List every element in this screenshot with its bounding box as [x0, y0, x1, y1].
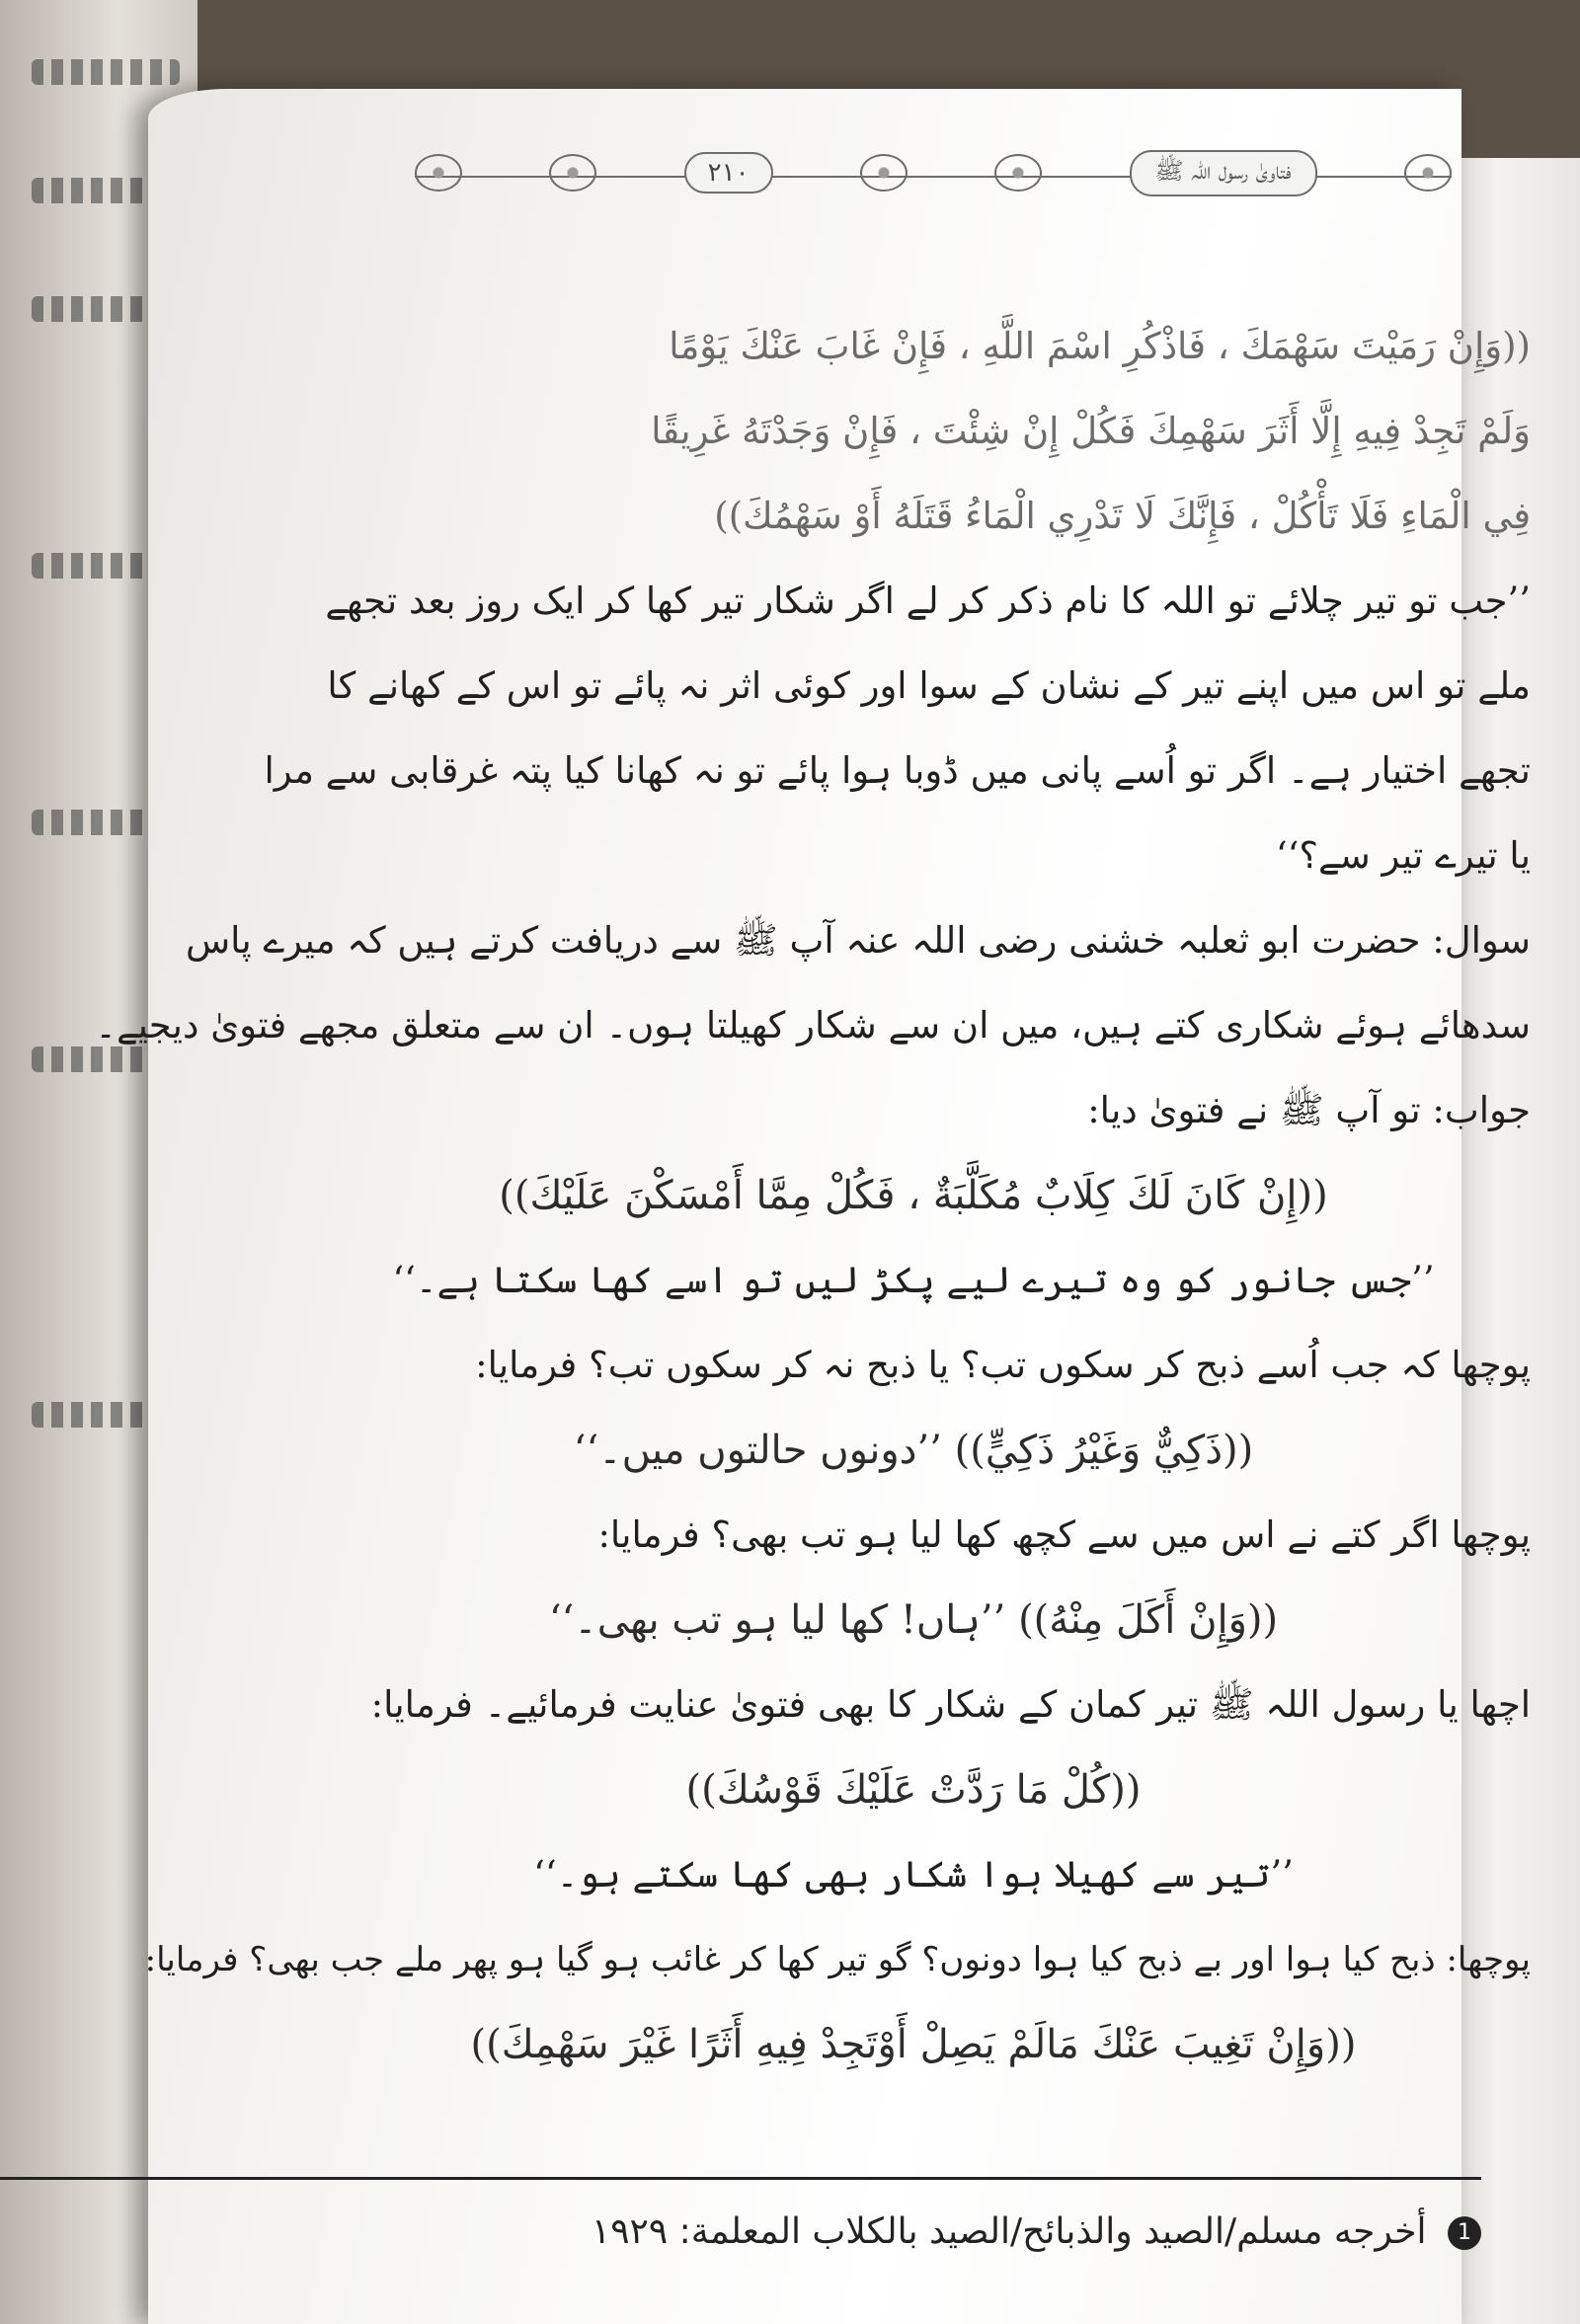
question-line: پوچھا اگر کتے نے اس میں سے کچھ کھا لیا ہو تب بھی؟ فرمایا: [597, 1513, 1531, 1556]
urdu-translation-line: ’’تیر سے کھیلا ہوا شکار بھی کھا سکتے ہو۔‘‘ [533, 1853, 1294, 1896]
page-header [415, 128, 1452, 217]
question-line: اچھا یا رسول اللہ ﷺ تیر کمان کے شکار کا بھی فتویٰ عنایت فرمائیے۔ فرمایا: [370, 1683, 1531, 1726]
question-line: پوچھا: ذبح کیا ہوا اور بے ذبح کیا ہوا دونوں؟ گو تیر کھا کر غائب ہو گیا ہو پھر ملے جب بھی؟ فرمایا: [144, 1940, 1531, 1979]
page-body [95, 316, 1531, 2099]
footnote-text: أخرجه مسلم/الصيد والذبائح/الصيد بالكلاب المعلمة: ١٩٢٩ [591, 2211, 1427, 2252]
urdu-translation-line: یا تیرے تیر سے؟‘‘ [1275, 834, 1531, 877]
urdu-translation-line: ’’جب تو تیر چلائے تو اللہ کا نام ذکر کر لے اگر شکار تیر کھا کر ایک روز بعد تجھے [325, 580, 1531, 622]
footnote-divider [0, 2177, 1481, 2180]
arabic-hadith-line: ((ذَكِيٌّ وَغَيْرُ ذَكِيٍّ)) ’’دونوں حالتوں میں۔‘‘ [573, 1428, 1254, 1473]
arabic-hadith-line: ((وَإِنْ أَكَلَ مِنْهُ)) ’’ہاں! کھا لیا ہو تب بھی۔‘‘ [548, 1597, 1279, 1643]
question-line: سدھائے ہوئے شکاری کتے ہیں، میں ان سے شکار کھیلتا ہوں۔ ان سے متعلق مجھے فتویٰ دیجیے۔ [95, 1004, 1531, 1046]
urdu-translation-line: تجھے اختیار ہے۔ اگر تو اُسے پانی میں ڈوبا ہوا پائے تو نہ کھانا کیا پتہ غرقابی سے مرا [264, 749, 1531, 792]
footnote [247, 2211, 1481, 2252]
arabic-hadith-line: ((كُلْ مَا رَدَّتْ عَلَيْكَ قَوْسُكَ)) [685, 1767, 1142, 1813]
ornament-icon [415, 154, 462, 192]
answer-line: جواب: تو آپ ﷺ نے فتویٰ دیا: [1087, 1089, 1531, 1131]
page-number: ۲۱۰ [684, 152, 773, 194]
urdu-translation-line: ’’جس جانور کو وہ تیرے لیے پکڑ لیں تو اسے کھا سکتا ہے۔‘‘ [392, 1259, 1435, 1301]
facing-page-text-line [32, 59, 180, 85]
ornament-icon [860, 154, 908, 192]
arabic-hadith-line: ((وَإِنْ رَمَيْتَ سَهْمَكَ ، فَاذْكُرِ اسْمَ اللَّهِ ، فَإِنْ غَابَ عَنْكَ يَوْمًا [669, 325, 1531, 367]
ornament-icon [994, 154, 1042, 192]
arabic-hadith-line: ((إِنْ كَانَ لَكَ كِلَابٌ مُكَلَّبَةٌ ، فَكُلْ مِمَّا أَمْسَكْنَ عَلَيْكَ)) [499, 1173, 1328, 1218]
footnote-marker: 1 [1448, 2216, 1481, 2250]
ornament-icon [549, 154, 596, 192]
ornament-icon [1404, 154, 1452, 192]
book-page [95, 89, 1531, 2324]
question-line: سوال: حضرت ابو ثعلبہ خشنی رضی اللہ عنہ آپ ﷺ سے دریافت کرتے ہیں کہ میرے پاس [185, 919, 1531, 962]
urdu-translation-line: ملے تو اس میں اپنے تیر کے نشان کے سوا اور کوئی اثر نہ پائے تو اس کے کھانے کا [327, 664, 1531, 707]
question-line: پوچھا کہ جب اُسے ذبح کر سکوں تب؟ یا ذبح نہ کر سکوں تب؟ فرمایا: [475, 1344, 1531, 1386]
arabic-hadith-line: وَلَمْ تَجِدْ فِيهِ إِلَّا أَثَرَ سَهْمِكَ فَكُلْ إِنْ شِئْتَ ، فَإِنْ وَجَدْتَهُ غَرِيقًا [651, 410, 1531, 452]
arabic-hadith-line: ((وَإِنْ تَغِيبَ عَنْكَ مَالَمْ يَصِلْ أَوْتَجِدْ فِيهِ أَثَرًا غَيْرَ سَهْمِكَ)) [470, 2022, 1357, 2067]
running-title: فتاویٰ رسول اللہ ﷺ [1130, 150, 1317, 196]
arabic-hadith-line: فِي الْمَاءِ فَلَا تَأْكُلْ ، فَإِنَّكَ لَا تَدْرِي الْمَاءُ قَتَلَهُ أَوْ سَهْمُكَ)) [714, 495, 1531, 537]
